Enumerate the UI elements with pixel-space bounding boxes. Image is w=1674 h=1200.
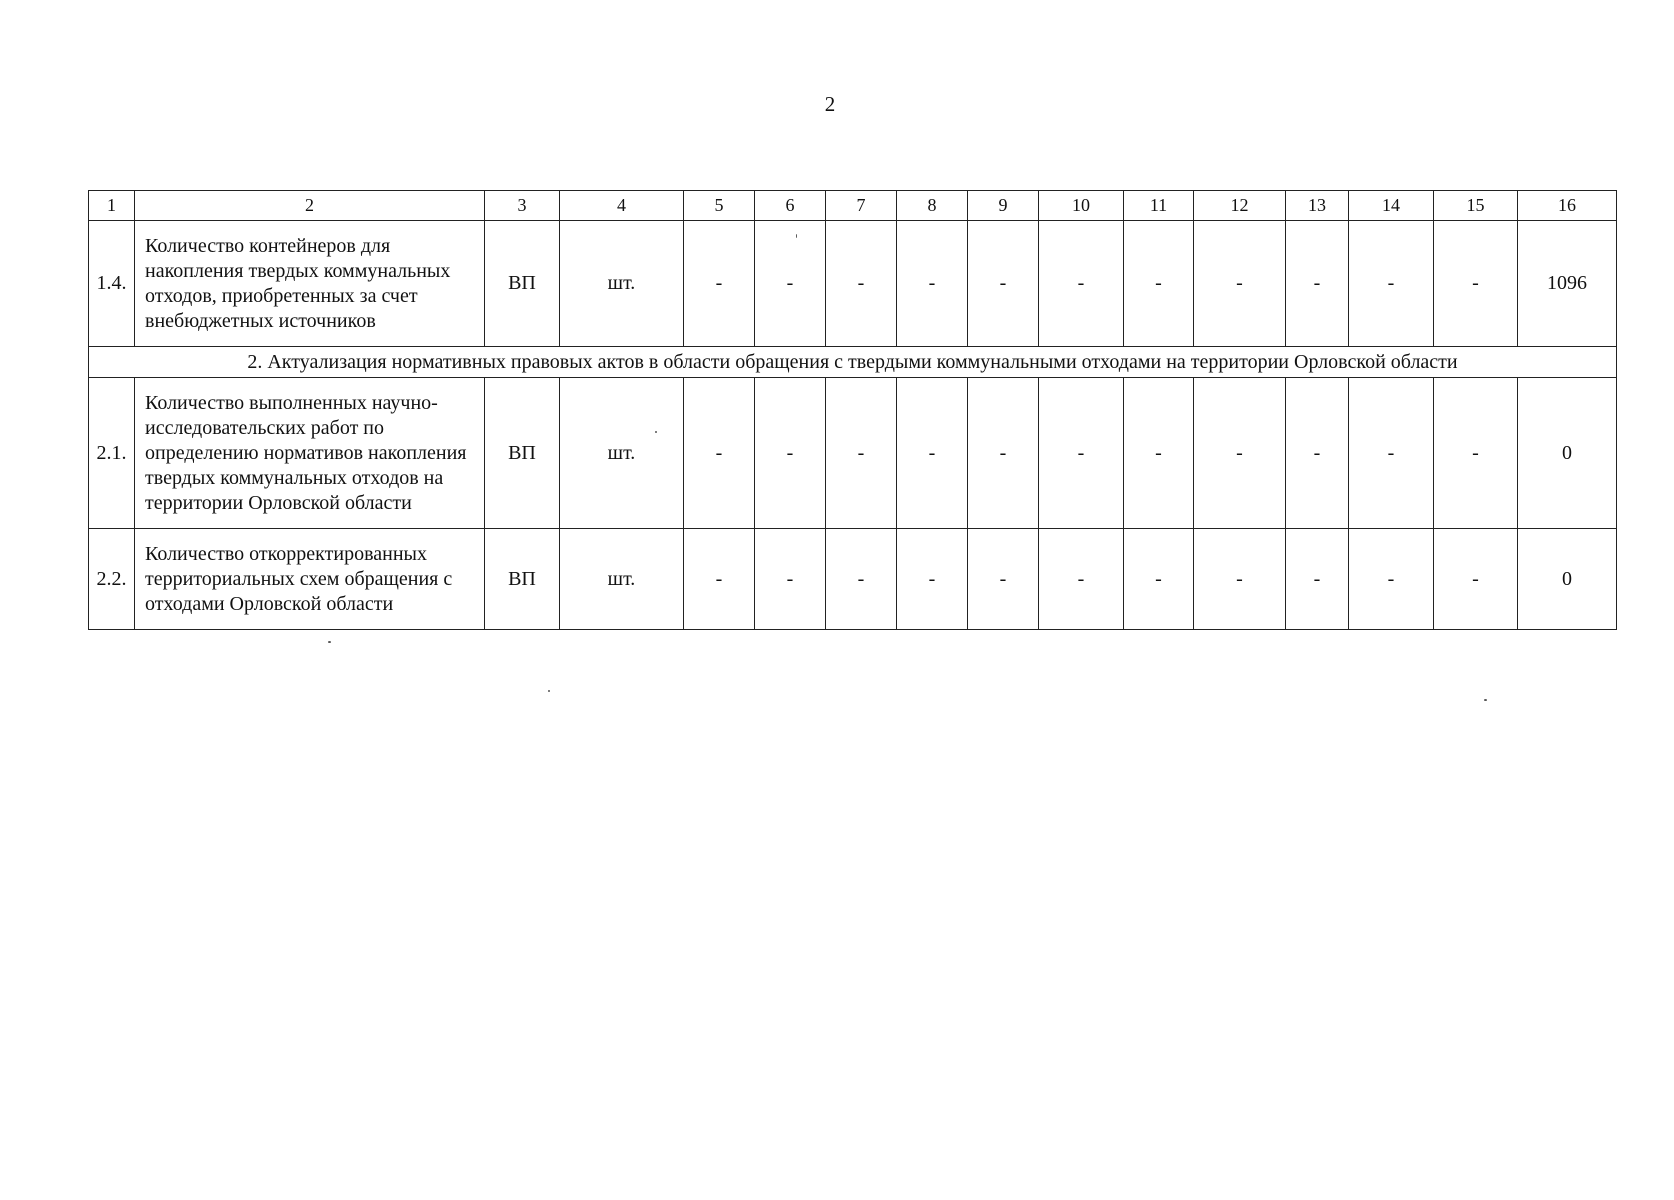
value-cell: - bbox=[968, 378, 1039, 529]
value-cell: - bbox=[1434, 378, 1518, 529]
row-number: 2.1. bbox=[89, 378, 135, 529]
column-number: 16 bbox=[1518, 191, 1617, 221]
value-cell: 0 bbox=[1518, 378, 1617, 529]
value-cell: - bbox=[968, 221, 1039, 347]
column-number: 9 bbox=[968, 191, 1039, 221]
value-cell: - bbox=[684, 221, 755, 347]
value-cell: - bbox=[826, 529, 897, 630]
row-number: 2.2. bbox=[89, 529, 135, 630]
value-cell: - bbox=[1194, 378, 1286, 529]
column-number: 14 bbox=[1349, 191, 1434, 221]
value-cell: - bbox=[1434, 221, 1518, 347]
column-number: 1 bbox=[89, 191, 135, 221]
value-cell: - bbox=[1039, 378, 1124, 529]
table-row bbox=[89, 529, 1617, 630]
row-number: 1.4. bbox=[89, 221, 135, 347]
value-cell: - bbox=[684, 378, 755, 529]
value-cell: - bbox=[826, 221, 897, 347]
scan-speck bbox=[796, 234, 797, 238]
value-cell: - bbox=[1349, 529, 1434, 630]
value-cell: - bbox=[897, 378, 968, 529]
section-header-row bbox=[89, 347, 1617, 378]
value-cell: - bbox=[897, 529, 968, 630]
column-number: 8 bbox=[897, 191, 968, 221]
value-cell: - bbox=[684, 529, 755, 630]
table-row bbox=[89, 221, 1617, 347]
column-number: 5 bbox=[684, 191, 755, 221]
scan-speck bbox=[328, 641, 331, 643]
column-number: 11 bbox=[1124, 191, 1194, 221]
value-cell: - bbox=[1286, 529, 1349, 630]
value-cell: - bbox=[755, 378, 826, 529]
value-cell: - bbox=[755, 221, 826, 347]
value-cell: - bbox=[755, 529, 826, 630]
value-cell: - bbox=[1434, 529, 1518, 630]
value-cell: - bbox=[1286, 378, 1349, 529]
value-cell: - bbox=[826, 378, 897, 529]
value-cell: - bbox=[897, 221, 968, 347]
column-number: 2 bbox=[135, 191, 485, 221]
value-cell: - bbox=[1039, 221, 1124, 347]
value-cell: - bbox=[1286, 221, 1349, 347]
value-cell: - bbox=[1124, 221, 1194, 347]
column-number: 12 bbox=[1194, 191, 1286, 221]
indicator-type: ВП bbox=[485, 529, 560, 630]
column-numbers-row bbox=[89, 191, 1617, 221]
indicator-description: Количество откорректированных территориальных схем обращения с отходами Орловской области bbox=[135, 529, 485, 630]
table-row bbox=[89, 378, 1617, 529]
scan-speck bbox=[1484, 699, 1487, 701]
indicator-description: Количество контейнеров для накопления твердых коммунальных отходов, приобретенных за счет внебюджетных источников bbox=[135, 221, 485, 347]
value-cell: 1096 bbox=[1518, 221, 1617, 347]
scan-speck bbox=[655, 431, 657, 433]
value-cell: - bbox=[1349, 378, 1434, 529]
column-number: 13 bbox=[1286, 191, 1349, 221]
section-title: 2. Актуализация нормативных правовых актов в области обращения с твердыми коммунальными отходами на территории Орловской области bbox=[89, 347, 1617, 378]
column-number: 3 bbox=[485, 191, 560, 221]
value-cell: - bbox=[1124, 529, 1194, 630]
value-cell: - bbox=[968, 529, 1039, 630]
value-cell: 0 bbox=[1518, 529, 1617, 630]
value-cell: - bbox=[1194, 529, 1286, 630]
scan-speck bbox=[548, 690, 550, 692]
unit-of-measure: шт. bbox=[560, 378, 684, 529]
indicator-type: ВП bbox=[485, 378, 560, 529]
indicator-type: ВП bbox=[485, 221, 560, 347]
value-cell: - bbox=[1039, 529, 1124, 630]
unit-of-measure: шт. bbox=[560, 221, 684, 347]
column-number: 15 bbox=[1434, 191, 1518, 221]
column-number: 4 bbox=[560, 191, 684, 221]
page-number: 2 bbox=[824, 92, 836, 116]
column-number: 7 bbox=[826, 191, 897, 221]
value-cell: - bbox=[1124, 378, 1194, 529]
value-cell: - bbox=[1349, 221, 1434, 347]
indicators-table bbox=[88, 190, 1617, 630]
unit-of-measure: шт. bbox=[560, 529, 684, 630]
value-cell: - bbox=[1194, 221, 1286, 347]
column-number: 10 bbox=[1039, 191, 1124, 221]
indicator-description: Количество выполненных научно-исследовательских работ по определению нормативов накопления твердых коммунальных отходов на территории Орловской области bbox=[135, 378, 485, 529]
column-number: 6 bbox=[755, 191, 826, 221]
